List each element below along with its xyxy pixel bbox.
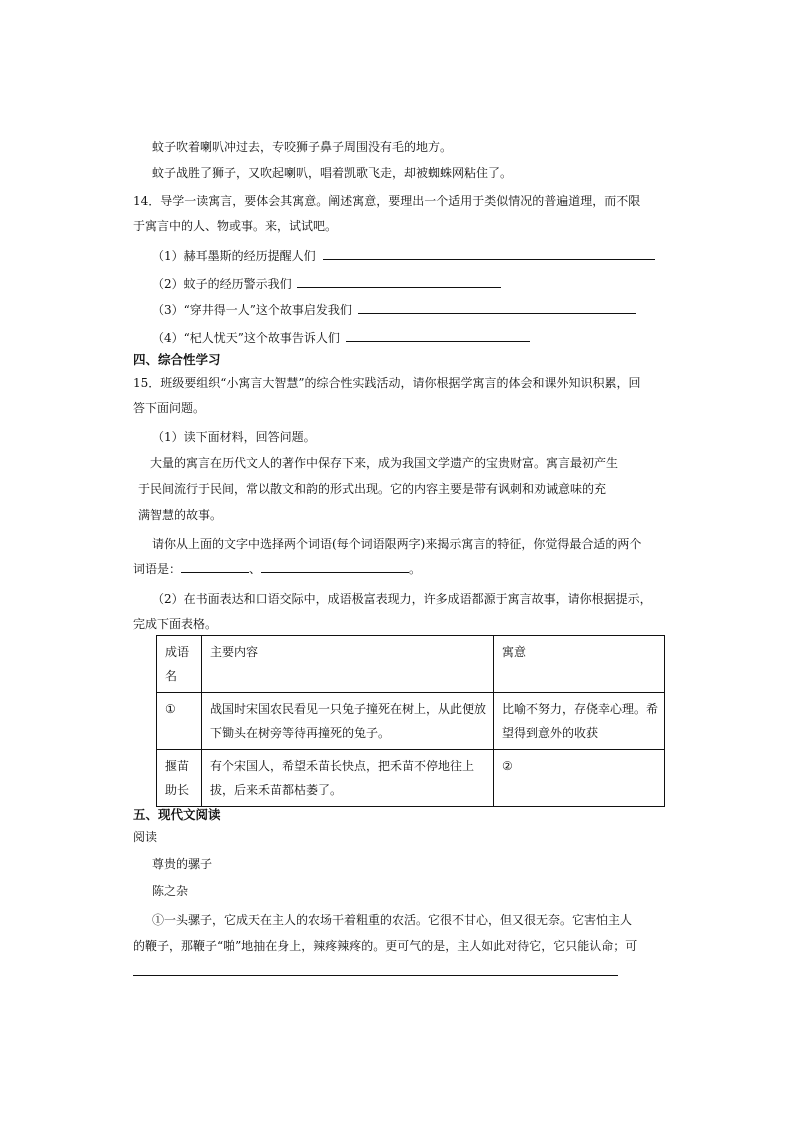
row-2-meaning-blank[interactable]: ② <box>494 750 665 807</box>
q14-item-4-blank[interactable] <box>346 330 530 342</box>
reading-p1-line-1: ①一头骡子，它成天在主人的农场干着粗重的农活。它很不甘心，但又很无奈。它害怕主人 <box>152 913 633 927</box>
q14-item-3-blank[interactable] <box>358 302 636 314</box>
q15-ask-line-1: 请你从上面的文字中选择两个词语(每个词语限两字)来揭示寓言的特征，你觉得最合适的两个 <box>152 537 642 551</box>
passage-line-1: 大量的寓言在历代文人的著作中保存下来，成为我国文学遗产的宝贵财富。寓言最初产生 <box>150 456 619 470</box>
reading-label: 阅读 <box>133 830 158 844</box>
q15-part2-line-2: 完成下面表格。 <box>133 617 218 631</box>
reading-title: 尊贵的骡子 <box>152 857 213 871</box>
q15-stem-line-1: 15．班级要组织“小寓言大智慧”的综合性实践活动，请你根据学寓言的体会和课外知识积累，回 <box>133 376 641 390</box>
q14-stem-line-2: 于寓言中的人、物或事。来，试试吧。 <box>133 219 338 233</box>
table-row <box>157 693 665 750</box>
q15-ask-prefix: 词语是： <box>133 562 182 576</box>
q14-item-1-blank[interactable] <box>323 248 655 260</box>
header-meaning: 寓意 <box>494 636 665 693</box>
reading-p1-line-2: 的鞭子，那鞭子“啪”地抽在身上，辣疼辣疼的。更可气的是，主人如此对待它，它只能认命；可 <box>133 939 638 953</box>
q15-part2-line-1: （2）在书面表达和口语交际中，成语极富表现力，许多成语都源于寓言故事，请你根据提示， <box>152 592 652 606</box>
section-5-title: 五、现代文阅读 <box>133 807 221 822</box>
row-2-content: 有个宋国人，希望禾苗长快点，把禾苗不停地往上拔，后来禾苗都枯萎了。 <box>202 750 494 807</box>
passage-line-2: 于民间流行于民间，常以散文和韵的形式出现。它的内容主要是带有讽刺和劝诫意味的充 <box>138 482 607 496</box>
q14-item-3-label: （3）“穿井得一人”这个故事启发我们 <box>152 303 352 317</box>
q15-part1-label: （1）读下面材料，回答问题。 <box>152 430 316 444</box>
q15-word-blank-2[interactable] <box>261 561 409 573</box>
poem-line-2: 蚊子战胜了狮子，又吹起喇叭，唱着凯歌飞走，却被蜘蛛网粘住了。 <box>152 166 513 180</box>
header-idiom: 成语名 <box>157 636 202 693</box>
row-1-idiom-blank[interactable]: ① <box>157 693 202 750</box>
q14-item-4-label: （4）“杞人忧天”这个故事告诉人们 <box>152 331 340 345</box>
table-header-row <box>157 636 665 693</box>
q15-word-blank-1[interactable] <box>181 561 249 573</box>
table-row <box>157 750 665 807</box>
q14-item-3 <box>152 302 636 318</box>
q14-item-2-blank[interactable] <box>297 276 501 288</box>
poem-line-1: 蚊子吹着喇叭冲过去，专咬狮子鼻子周围没有毛的地方。 <box>152 140 453 154</box>
row-2-idiom: 揠苗助长 <box>157 750 202 807</box>
q15-stem-line-2: 答下面问题。 <box>133 401 206 415</box>
q14-item-2-label: （2）蚊子的经历警示我们 <box>152 277 292 291</box>
row-1-meaning: 比喻不努力，存侥幸心理。希望得到意外的收获 <box>494 693 665 750</box>
idiom-table <box>156 635 665 807</box>
q14-item-1-label: （1）赫耳墨斯的经历提醒人们 <box>152 249 316 263</box>
row-1-content: 战国时宋国农民看见一只兔子撞死在树上，从此便放下锄头在树旁等待再撞死的兔子。 <box>202 693 494 750</box>
header-content: 主要内容 <box>202 636 494 693</box>
q14-stem-line-1: 14．导学一读寓言，要体会其寓意。阐述寓意，要理出一个适用于类似情况的普遍道理，而不限 <box>133 194 641 208</box>
q15-ask-line-2 <box>133 561 421 577</box>
passage-line-3: 满智慧的故事。 <box>138 508 223 522</box>
reading-author: 陈之杂 <box>152 884 189 898</box>
section-4-title: 四、综合性学习 <box>133 352 221 367</box>
q14-item-2 <box>152 276 501 292</box>
q14-item-4 <box>152 330 530 346</box>
q14-item-1 <box>152 248 655 264</box>
q15-ask-separator: 、 <box>249 562 262 576</box>
q15-ask-end: 。 <box>409 562 422 576</box>
footer-rule <box>133 975 618 976</box>
